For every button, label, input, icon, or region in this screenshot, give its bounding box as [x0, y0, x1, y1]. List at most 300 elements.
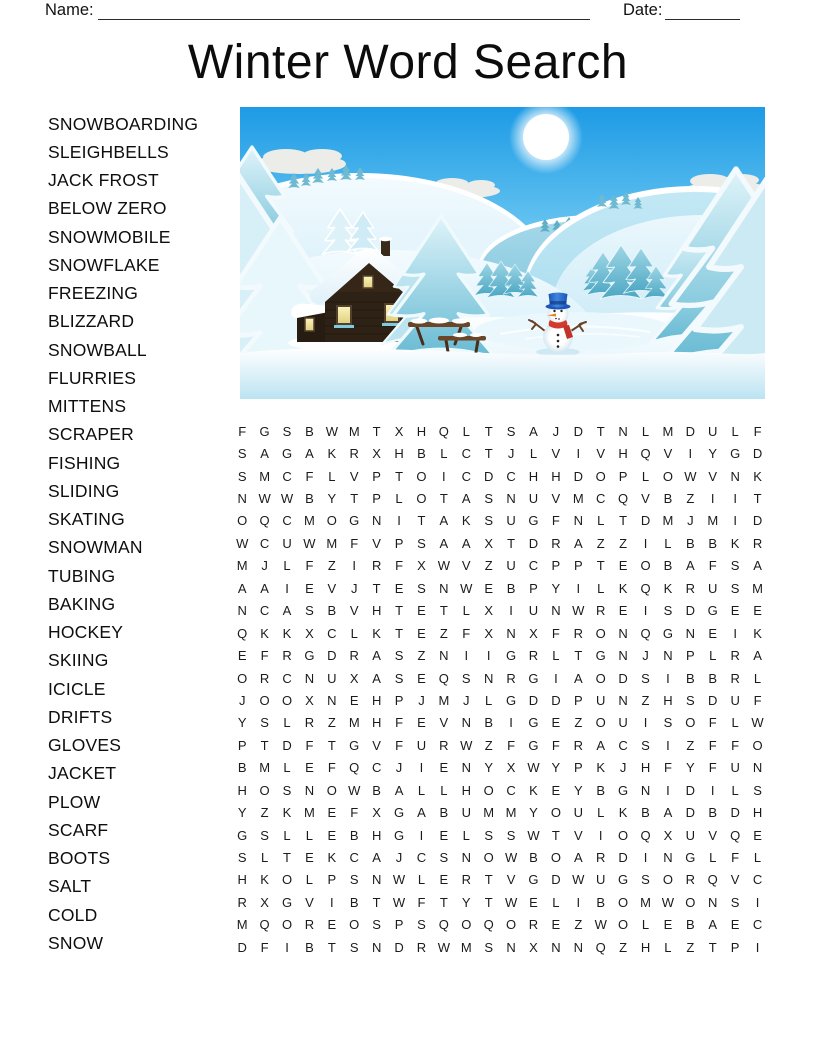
grid-letter: H	[528, 468, 539, 484]
grid-letter: R	[461, 872, 471, 888]
grid-letter: F	[350, 805, 359, 821]
grid-letter: B	[596, 782, 606, 798]
grid-letter: J	[687, 513, 694, 529]
grid-letter: F	[305, 737, 314, 753]
grid-letter: Q	[259, 917, 270, 933]
grid-letter: L	[664, 535, 672, 551]
grid-letter: T	[439, 491, 448, 507]
grid-letter: R	[730, 670, 740, 686]
grid-letter: Z	[327, 715, 336, 731]
grid-letter: O	[326, 513, 337, 529]
grid-letter: J	[418, 692, 425, 708]
grid-letter: O	[640, 558, 651, 574]
name-blank-line[interactable]	[98, 3, 590, 20]
grid-letter: M	[236, 558, 248, 574]
grid-letter: E	[237, 648, 247, 664]
grid-letter: S	[663, 715, 673, 731]
word-list-item: SNOWBOARDING	[48, 113, 199, 134]
word-list-item: SNOWMAN	[48, 537, 143, 558]
grid-letter: W	[236, 535, 249, 551]
grid-letter: K	[753, 468, 762, 484]
grid-letter: T	[551, 827, 560, 843]
grid-letter: U	[685, 827, 696, 843]
grid-letter: L	[462, 423, 470, 439]
word-list-item: SNOWFLAKE	[48, 254, 160, 275]
grid-letter: P	[394, 692, 404, 708]
grid-letter: D	[528, 535, 539, 551]
grid-letter: V	[708, 468, 718, 484]
grid-letter: M	[460, 939, 472, 955]
grid-letter: O	[416, 491, 427, 507]
grid-letter: E	[439, 760, 449, 776]
grid-letter: N	[640, 782, 651, 798]
grid-letter: D	[685, 782, 696, 798]
grid-letter: D	[752, 446, 763, 462]
grid-letter: V	[305, 894, 314, 910]
grid-letter: M	[662, 513, 674, 529]
grid-letter: B	[708, 805, 718, 821]
grid-letter: L	[328, 468, 336, 484]
grid-letter: M	[348, 715, 360, 731]
grid-letter: H	[640, 760, 651, 776]
grid-letter: T	[596, 558, 605, 574]
grid-letter: E	[730, 917, 740, 933]
grid-letter: Y	[327, 491, 337, 507]
grid-letter: S	[641, 737, 650, 753]
grid-letter: R	[685, 872, 696, 888]
grid-letter: Q	[618, 491, 629, 507]
grid-letter: Q	[640, 827, 651, 843]
grid-letter: N	[663, 648, 673, 664]
grid-letter: S	[753, 782, 762, 798]
grid-letter: W	[572, 872, 585, 888]
grid-letter: T	[708, 939, 717, 955]
grid-letter: K	[529, 782, 538, 798]
grid-letter: Q	[730, 827, 741, 843]
grid-letter: E	[618, 603, 628, 619]
grid-letter: U	[573, 805, 583, 821]
grid-letter: T	[484, 423, 493, 439]
grid-letter: J	[261, 558, 268, 574]
grid-letter: H	[618, 446, 628, 462]
grid-letter: X	[372, 805, 381, 821]
grid-letter: A	[372, 670, 381, 686]
grid-letter: F	[260, 939, 269, 955]
grid-letter: L	[709, 850, 717, 866]
name-label: Name:	[45, 1, 94, 19]
grid-letter: N	[506, 939, 516, 955]
word-list-item: BLIZZARD	[48, 311, 135, 332]
grid-letter: U	[708, 423, 718, 439]
grid-letter: F	[708, 760, 717, 776]
grid-letter: A	[573, 670, 583, 686]
grid-letter: W	[437, 939, 450, 955]
grid-letter: U	[528, 603, 539, 619]
grid-letter: O	[618, 917, 629, 933]
date-blank-line[interactable]	[665, 3, 740, 20]
grid-letter: F	[507, 737, 516, 753]
grid-letter: K	[596, 760, 606, 776]
grid-letter: O	[259, 692, 270, 708]
grid-letter: F	[708, 558, 717, 574]
grid-letter: S	[260, 827, 269, 843]
grid-letter: D	[394, 939, 404, 955]
grid-letter: Z	[574, 917, 583, 933]
grid-letter: I	[688, 446, 693, 462]
grid-letter: H	[640, 939, 651, 955]
grid-letter: F	[708, 715, 717, 731]
grid-letter: T	[484, 872, 493, 888]
grid-letter: F	[305, 468, 314, 484]
grid-letter: D	[708, 692, 718, 708]
grid-letter: E	[529, 894, 538, 910]
grid-letter: H	[551, 468, 561, 484]
grid-letter: L	[283, 715, 291, 731]
word-list-item: HOCKEY	[48, 622, 124, 643]
grid-letter: N	[371, 939, 382, 955]
grid-letter: M	[259, 760, 271, 776]
grid-letter: M	[304, 513, 315, 529]
grid-letter: G	[349, 737, 360, 753]
grid-letter: W	[572, 603, 585, 619]
grid-letter: S	[260, 715, 269, 731]
grid-letter: O	[595, 468, 606, 484]
grid-letter: X	[484, 603, 493, 619]
grid-letter: I	[352, 558, 357, 574]
grid-letter: U	[416, 737, 427, 753]
grid-letter: V	[372, 737, 381, 753]
grid-letter: L	[552, 894, 560, 910]
grid-letter: N	[573, 513, 583, 529]
grid-letter: C	[752, 872, 763, 888]
word-list-item: SKATING	[48, 509, 125, 530]
grid-letter: S	[506, 827, 516, 843]
grid-letter: X	[349, 670, 359, 686]
grid-letter: I	[330, 894, 334, 910]
grid-letter: V	[349, 603, 359, 619]
grid-letter: B	[685, 535, 695, 551]
grid-letter: B	[685, 917, 695, 933]
grid-letter: E	[551, 782, 561, 798]
grid-letter: G	[528, 872, 539, 888]
grid-letter: Z	[484, 737, 493, 753]
grid-letter: S	[394, 670, 404, 686]
grid-letter: Y	[573, 782, 583, 798]
grid-letter: G	[528, 715, 539, 731]
grid-letter: N	[237, 491, 247, 507]
grid-letter: H	[461, 782, 471, 798]
grid-letter: A	[573, 535, 583, 551]
grid-letter: K	[372, 625, 381, 641]
grid-letter: E	[327, 805, 337, 821]
grid-letter: D	[685, 423, 696, 439]
word-list-item: GLOVES	[48, 735, 122, 756]
grid-letter: Z	[327, 558, 336, 574]
grid-letter: R	[416, 939, 427, 955]
grid-letter: R	[730, 648, 740, 664]
grid-letter: N	[618, 423, 628, 439]
grid-letter: K	[461, 513, 471, 529]
grid-letter: T	[619, 513, 628, 529]
grid-letter: R	[506, 670, 516, 686]
grid-letter: S	[282, 782, 292, 798]
grid-letter: P	[394, 917, 404, 933]
grid-letter: F	[753, 692, 762, 708]
grid-letter: O	[506, 917, 517, 933]
grid-letter: W	[684, 468, 697, 484]
grid-letter: L	[597, 513, 605, 529]
grid-letter: C	[282, 468, 292, 484]
grid-letter: G	[281, 894, 293, 910]
grid-letter: O	[416, 468, 427, 484]
grid-letter: G	[281, 446, 293, 462]
grid-letter: L	[305, 827, 314, 843]
grid-letter: C	[461, 468, 471, 484]
grid-letter: G	[528, 513, 539, 529]
grid-letter: O	[483, 850, 494, 866]
grid-letter: T	[372, 894, 381, 910]
grid-letter: U	[596, 692, 606, 708]
grid-letter: I	[509, 715, 513, 731]
grid-letter: M	[752, 580, 763, 596]
grid-letter: E	[305, 580, 314, 596]
grid-letter: S	[372, 917, 381, 933]
grid-letter: T	[484, 894, 493, 910]
grid-letter: J	[552, 423, 560, 439]
grid-letter: V	[573, 827, 583, 843]
grid-letter: F	[551, 625, 560, 641]
grid-letter: O	[550, 850, 561, 866]
grid-letter: W	[325, 423, 338, 439]
grid-letter: B	[349, 827, 359, 843]
grid-letter: E	[753, 827, 762, 843]
grid-letter: N	[618, 625, 628, 641]
grid-letter: C	[416, 850, 427, 866]
word-list-item: JACKET	[48, 763, 117, 784]
grid-letter: K	[260, 625, 269, 641]
grid-letter: S	[394, 648, 404, 664]
grid-letter: R	[237, 894, 247, 910]
grid-letter: F	[327, 760, 336, 776]
grid-letter: G	[506, 648, 517, 664]
grid-letter: A	[461, 491, 471, 507]
word-list-item: BELOW ZERO	[48, 198, 167, 219]
grid-letter: G	[528, 737, 539, 753]
grid-letter: U	[506, 558, 516, 574]
grid-letter: K	[282, 805, 292, 821]
grid-letter: V	[327, 580, 337, 596]
grid-letter: U	[618, 715, 628, 731]
grid-letter: D	[237, 939, 247, 955]
grid-letter: F	[395, 715, 404, 731]
grid-letter: E	[417, 625, 426, 641]
grid-letter: L	[529, 446, 538, 462]
grid-letter: D	[551, 692, 561, 708]
grid-letter: T	[283, 850, 291, 866]
grid-letter: I	[755, 939, 760, 955]
grid-letter: L	[305, 872, 314, 888]
grid-letter: C	[349, 850, 359, 866]
grid-letter: O	[461, 917, 472, 933]
grid-letter: E	[349, 692, 359, 708]
word-list-item: BAKING	[48, 593, 116, 614]
grid-letter: Z	[686, 491, 695, 507]
grid-letter: Q	[640, 446, 651, 462]
grid-letter: X	[484, 625, 493, 641]
grid-letter: W	[280, 491, 294, 507]
grid-letter: A	[260, 446, 269, 462]
grid-letter: N	[483, 670, 494, 686]
grid-letter: M	[326, 535, 338, 551]
grid-letter: A	[417, 805, 426, 821]
grid-letter: M	[640, 894, 651, 910]
grid-letter: Y	[461, 894, 471, 910]
grid-letter: O	[685, 715, 696, 731]
grid-letter: C	[327, 625, 337, 641]
grid-letter: P	[685, 648, 695, 664]
grid-letter: U	[730, 760, 740, 776]
grid-letter: O	[618, 827, 629, 843]
grid-letter: W	[303, 535, 316, 551]
grid-letter: L	[753, 850, 762, 866]
grid-letter: O	[281, 917, 293, 933]
grid-letter: N	[752, 760, 763, 776]
grid-letter: P	[730, 939, 740, 955]
grid-letter: E	[439, 827, 449, 843]
grid-letter: X	[372, 446, 381, 462]
grid-letter: Z	[596, 535, 605, 551]
grid-letter: W	[527, 760, 540, 776]
grid-letter: R	[573, 625, 583, 641]
grid-letter: T	[507, 535, 516, 551]
grid-letter: L	[485, 692, 493, 708]
grid-letter: E	[551, 715, 561, 731]
grid-letter: E	[305, 760, 314, 776]
grid-letter: G	[237, 827, 248, 843]
grid-letter: W	[348, 782, 361, 798]
grid-letter: V	[461, 558, 471, 574]
grid-letter: E	[305, 850, 314, 866]
grid-letter: T	[574, 648, 583, 664]
grid-letter: F	[395, 558, 404, 574]
grid-letter: V	[663, 446, 673, 462]
grid-letter: R	[349, 648, 359, 664]
grid-letter: F	[462, 625, 471, 641]
word-list-item: SNOWBALL	[48, 339, 147, 360]
grid-letter: B	[305, 423, 314, 439]
grid-letter: R	[596, 603, 606, 619]
grid-letter: F	[708, 737, 717, 753]
grid-letter: R	[349, 446, 359, 462]
grid-letter: S	[641, 872, 650, 888]
grid-letter: N	[304, 670, 315, 686]
grid-letter: A	[663, 805, 673, 821]
grid-letter: P	[573, 692, 583, 708]
grid-letter: I	[643, 850, 648, 866]
grid-letter: C	[282, 513, 292, 529]
grid-letter: N	[461, 850, 471, 866]
grid-letter: G	[393, 805, 405, 821]
grid-letter: L	[597, 805, 605, 821]
grid-letter: X	[260, 894, 269, 910]
grid-letter: L	[597, 580, 605, 596]
grid-letter: B	[596, 894, 606, 910]
grid-letter: O	[237, 513, 248, 529]
grid-letter: F	[663, 760, 672, 776]
grid-letter: G	[506, 692, 517, 708]
grid-letter: Q	[640, 625, 651, 641]
grid-letter: Z	[260, 805, 269, 821]
grid-letter: P	[237, 737, 247, 753]
grid-letter: D	[685, 805, 696, 821]
grid-letter: E	[551, 917, 561, 933]
grid-letter: B	[663, 491, 673, 507]
grid-letter: V	[730, 872, 740, 888]
word-list-item: SLIDING	[48, 480, 120, 501]
grid-letter: W	[527, 827, 540, 843]
grid-letter: I	[643, 715, 648, 731]
grid-letter: Z	[641, 692, 650, 708]
grid-letter: O	[326, 782, 337, 798]
grid-letter: G	[393, 827, 405, 843]
grid-letter: I	[419, 760, 424, 776]
grid-letter: Q	[595, 939, 606, 955]
grid-letter: X	[394, 423, 404, 439]
grid-letter: U	[461, 805, 471, 821]
grid-letter: A	[394, 782, 404, 798]
grid-letter: N	[551, 939, 561, 955]
pond	[475, 312, 675, 350]
grid-letter: E	[417, 670, 426, 686]
word-list-item: PLOW	[48, 791, 101, 812]
grid-letter: A	[529, 423, 538, 439]
grid-letter: B	[663, 558, 673, 574]
grid-letter: H	[371, 827, 382, 843]
grid-letter: D	[618, 670, 628, 686]
grid-letter: G	[259, 423, 270, 439]
grid-letter: W	[460, 580, 473, 596]
grid-letter: D	[685, 603, 696, 619]
grid-letter: O	[237, 670, 248, 686]
grid-letter: D	[551, 872, 561, 888]
grid-letter: N	[573, 939, 583, 955]
grid-letter: F	[753, 423, 762, 439]
word-list-item: SALT	[48, 876, 92, 897]
grid-letter: I	[285, 580, 289, 596]
grid-letter: W	[504, 850, 518, 866]
grid-letter: M	[236, 917, 248, 933]
grid-letter: L	[462, 603, 470, 619]
grid-letter: P	[372, 468, 381, 484]
grid-letter: B	[327, 603, 337, 619]
grid-letter: T	[395, 468, 404, 484]
grid-letter: S	[641, 670, 650, 686]
grid-letter: L	[283, 827, 291, 843]
word-list-item: SKIING	[48, 650, 109, 671]
grid-letter: Z	[574, 715, 583, 731]
grid-letter: I	[733, 513, 737, 529]
grid-letter: G	[685, 850, 696, 866]
grid-letter: Z	[484, 558, 493, 574]
grid-letter: J	[395, 760, 403, 776]
grid-letter: P	[529, 580, 538, 596]
grid-letter: D	[573, 423, 583, 439]
grid-letter: H	[663, 692, 673, 708]
grid-letter: S	[730, 580, 740, 596]
grid-letter: C	[259, 603, 270, 619]
grid-letter: S	[484, 939, 493, 955]
grid-letter: J	[395, 850, 403, 866]
